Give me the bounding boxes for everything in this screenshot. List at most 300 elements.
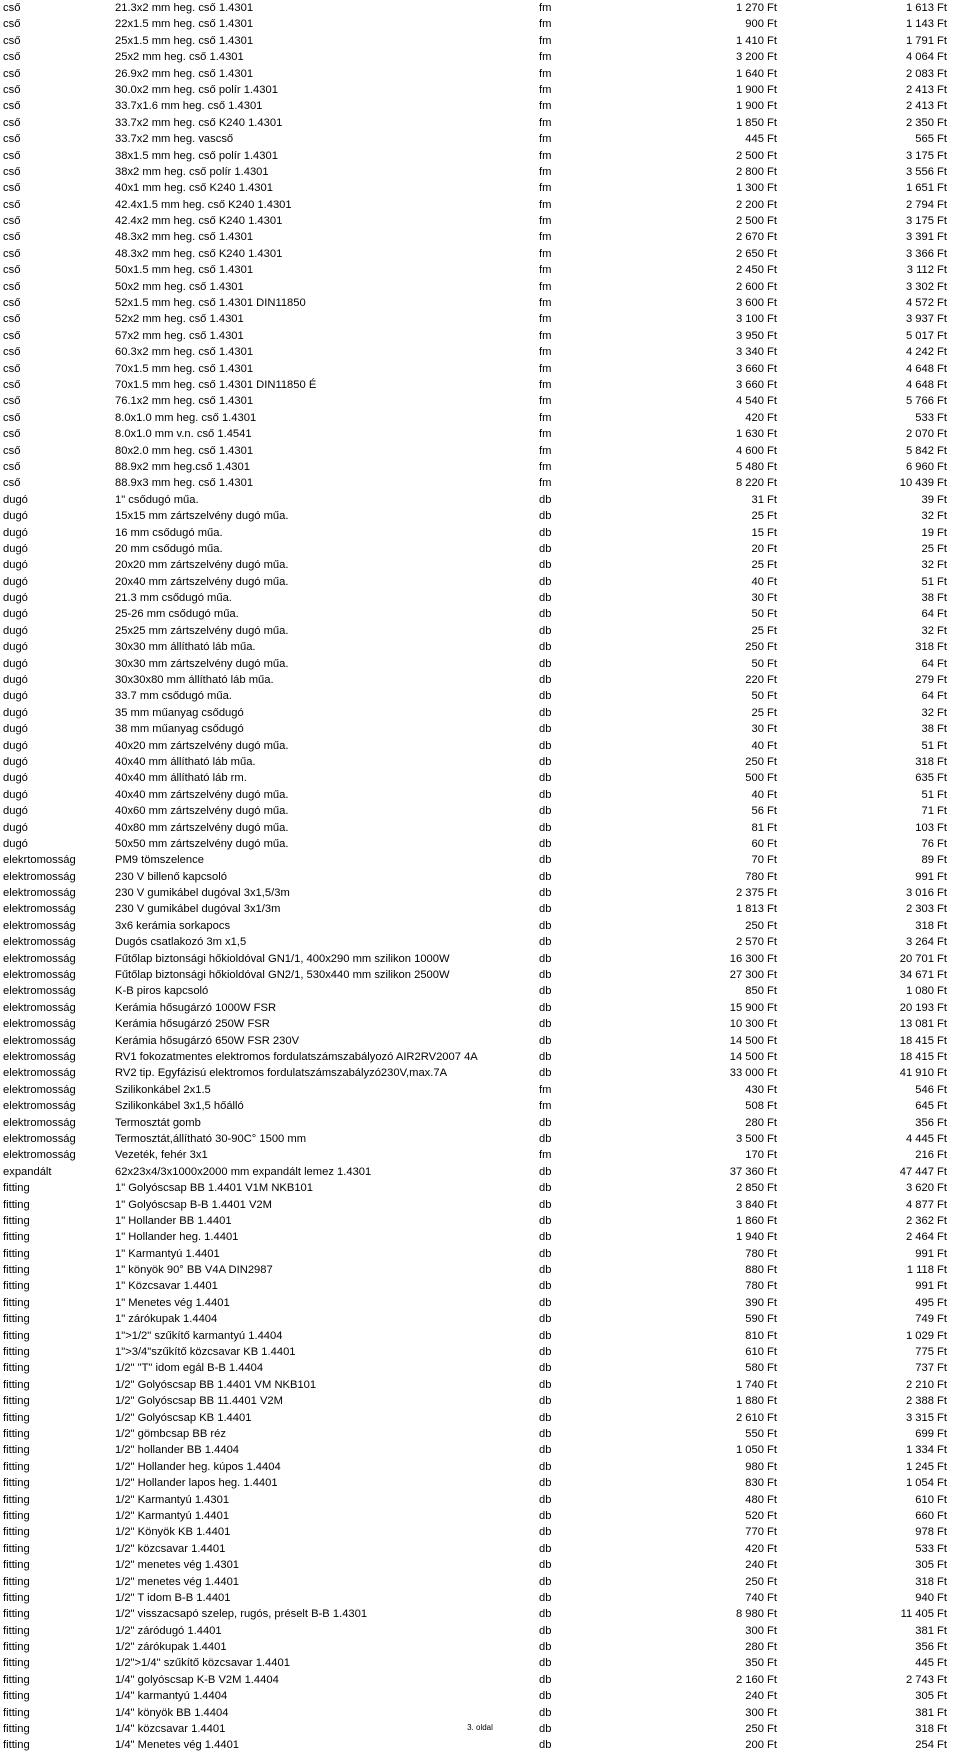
unit-cell: fm <box>539 182 552 195</box>
gross-price-cell: 64 Ft <box>921 690 947 703</box>
gross-price-cell: 381 Ft <box>915 1624 947 1637</box>
table-row <box>3 1115 947 1131</box>
table-row <box>3 459 947 475</box>
description-cell: 1" Menetes vég 1.4401 <box>115 1296 230 1309</box>
gross-price-cell: 381 Ft <box>915 1706 947 1719</box>
description-cell: 1" Hollander heg. 1.4401 <box>115 1231 239 1244</box>
net-price-cell: 81 Ft <box>751 821 777 834</box>
net-price-cell: 25 Ft <box>751 510 777 523</box>
net-price-cell: 250 Ft <box>745 755 777 768</box>
unit-cell: db <box>539 526 552 539</box>
net-price-cell: 3 340 Ft <box>735 346 777 359</box>
net-price-cell: 3 660 Ft <box>735 362 777 375</box>
unit-cell: fm <box>539 1149 552 1162</box>
table-row <box>3 836 947 852</box>
net-price-cell: 250 Ft <box>745 919 777 932</box>
gross-price-cell: 13 081 Ft <box>899 1018 947 1031</box>
gross-price-cell: 991 Ft <box>915 1280 947 1293</box>
table-row <box>3 1082 947 1098</box>
net-price-cell: 880 Ft <box>745 1264 777 1277</box>
unit-cell: db <box>539 755 552 768</box>
net-price-cell: 3 500 Ft <box>735 1132 777 1145</box>
table-row <box>3 1492 947 1508</box>
unit-cell: db <box>539 837 552 850</box>
table-row <box>3 1246 947 1262</box>
unit-cell: fm <box>539 1100 552 1113</box>
category-cell: dugó <box>3 821 28 834</box>
gross-price-cell: 4 877 Ft <box>905 1198 947 1211</box>
table-row <box>3 98 947 114</box>
category-cell: dugó <box>3 723 28 736</box>
net-price-cell: 300 Ft <box>745 1624 777 1637</box>
net-price-cell: 2 200 Ft <box>735 198 777 211</box>
description-cell: 38 mm műanyag csődugó <box>115 723 244 736</box>
gross-price-cell: 1 080 Ft <box>905 985 947 998</box>
table-row <box>3 639 947 655</box>
category-cell: fitting <box>3 1526 30 1539</box>
gross-price-cell: 103 Ft <box>915 821 947 834</box>
description-cell: 76.1x2 mm heg. cső 1.4301 <box>115 395 254 408</box>
net-price-cell: 40 Ft <box>751 788 777 801</box>
description-cell: 88.9x3 mm heg. cső 1.4301 <box>115 477 254 490</box>
category-cell: cső <box>3 18 21 31</box>
net-price-cell: 1 410 Ft <box>735 34 777 47</box>
table-row <box>3 33 947 49</box>
category-cell: fitting <box>3 1673 30 1686</box>
description-cell: 1" Karmantyú 1.4401 <box>115 1247 220 1260</box>
net-price-cell: 30 Ft <box>751 723 777 736</box>
table-row <box>3 82 947 98</box>
unit-cell: db <box>539 1673 552 1686</box>
description-cell: 1" Golyóscsap B-B 1.4401 V2M <box>115 1198 272 1211</box>
table-row <box>3 525 947 541</box>
unit-cell: db <box>539 772 552 785</box>
description-cell: 16 mm csődugó műa. <box>115 526 223 539</box>
description-cell: 33.7x2 mm heg. cső K240 1.4301 <box>115 116 283 129</box>
description-cell: Termosztát,állítható 30-90C° 1500 mm <box>115 1132 307 1145</box>
gross-price-cell: 3 264 Ft <box>905 936 947 949</box>
gross-price-cell: 18 415 Ft <box>899 1051 947 1063</box>
description-cell: 40x40 mm zártszelvény dugó műa. <box>115 788 289 801</box>
net-price-cell: 8 220 Ft <box>735 477 777 490</box>
description-cell: Fűtőlap biztonsági hőkioldóval GN2/1, 530x440 mm szilikon 2500W <box>115 969 450 982</box>
category-cell: dugó <box>3 690 28 703</box>
description-cell: 1/2" visszacsapó szelep, rugós, préselt B-B 1.4301 <box>115 1608 368 1621</box>
unit-cell: fm <box>539 395 552 408</box>
unit-cell: fm <box>539 165 552 178</box>
description-cell: 1/2" "T" idom egál B-B 1.4404 <box>115 1362 264 1375</box>
unit-cell: db <box>539 1559 552 1572</box>
net-price-cell: 1 630 Ft <box>735 428 777 441</box>
table-row <box>3 934 947 950</box>
gross-price-cell: 1 334 Ft <box>905 1444 947 1457</box>
description-cell: Szilikonkábel 3x1,5 hőálló <box>115 1100 244 1113</box>
gross-price-cell: 1 791 Ft <box>905 34 947 47</box>
gross-price-cell: 51 Ft <box>921 575 947 588</box>
category-cell: elektromosság <box>3 887 76 900</box>
description-cell: 48.3x2 mm heg. cső K240 1.4301 <box>115 247 283 260</box>
description-cell: 50x1.5 mm heg. cső 1.4301 <box>115 264 254 277</box>
description-cell: Termosztát gomb <box>115 1116 201 1129</box>
net-price-cell: 500 Ft <box>745 772 777 785</box>
unit-cell: fm <box>539 215 552 228</box>
table-row <box>3 1360 947 1376</box>
gross-price-cell: 699 Ft <box>915 1427 947 1440</box>
net-price-cell: 430 Ft <box>745 1083 777 1096</box>
category-cell: cső <box>3 83 21 96</box>
net-price-cell: 25 Ft <box>751 624 777 637</box>
page-number: 3. oldal <box>467 1723 493 1732</box>
gross-price-cell: 2 362 Ft <box>905 1214 947 1227</box>
table-row <box>3 1393 947 1409</box>
table-row <box>3 131 947 147</box>
gross-price-cell: 3 366 Ft <box>905 247 947 260</box>
net-price-cell: 3 100 Ft <box>735 313 777 326</box>
gross-price-cell: 645 Ft <box>915 1100 947 1113</box>
category-cell: fitting <box>3 1444 30 1457</box>
table-row <box>3 1606 947 1622</box>
description-cell: 26.9x2 mm heg. cső 1.4301 <box>115 67 254 80</box>
gross-price-cell: 305 Ft <box>915 1559 947 1572</box>
category-cell: elektromosság <box>3 1051 76 1063</box>
category-cell: dugó <box>3 592 28 605</box>
table-row <box>3 1426 947 1442</box>
net-price-cell: 1 813 Ft <box>735 903 777 916</box>
description-cell: 1/2" T idom B-B 1.4401 <box>115 1591 231 1604</box>
unit-cell: db <box>539 1329 552 1342</box>
net-price-cell: 610 Ft <box>745 1346 777 1359</box>
unit-cell: db <box>539 674 552 687</box>
unit-cell: db <box>539 1477 552 1490</box>
unit-cell: db <box>539 903 552 916</box>
gross-price-cell: 565 Ft <box>915 133 947 146</box>
net-price-cell: 250 Ft <box>745 1575 777 1588</box>
unit-cell: db <box>539 1575 552 1588</box>
unit-cell: db <box>539 1132 552 1145</box>
net-price-cell: 580 Ft <box>745 1362 777 1375</box>
category-cell: dugó <box>3 575 28 588</box>
category-cell: fitting <box>3 1641 30 1654</box>
description-cell: 8.0x1.0 mm v.n. cső 1.4541 <box>115 428 252 441</box>
gross-price-cell: 3 175 Ft <box>905 149 947 162</box>
description-cell: 48.3x2 mm heg. cső 1.4301 <box>115 231 254 244</box>
unit-cell: db <box>539 1427 552 1440</box>
category-cell: cső <box>3 444 21 457</box>
table-row <box>3 1098 947 1114</box>
table-row <box>3 754 947 770</box>
unit-cell: db <box>539 1165 552 1178</box>
unit-cell: db <box>539 1460 552 1473</box>
table-row <box>3 787 947 803</box>
description-cell: Kerámia hősugárzó 650W FSR 230V <box>115 1034 300 1047</box>
description-cell: PM9 tömszelence <box>115 854 204 867</box>
description-cell: 35 mm műanyag csődugó <box>115 706 244 719</box>
unit-cell: db <box>539 559 552 572</box>
category-cell: cső <box>3 149 21 162</box>
unit-cell: db <box>539 985 552 998</box>
table-row <box>3 557 947 573</box>
net-price-cell: 390 Ft <box>745 1296 777 1309</box>
unit-cell: fm <box>539 280 552 293</box>
unit-cell: db <box>539 1214 552 1227</box>
table-row <box>3 361 947 377</box>
unit-cell: db <box>539 1542 552 1555</box>
gross-price-cell: 2 303 Ft <box>905 903 947 916</box>
net-price-cell: 780 Ft <box>745 870 777 883</box>
gross-price-cell: 1 118 Ft <box>906 1264 947 1277</box>
table-row <box>3 1442 947 1458</box>
net-price-cell: 27 300 Ft <box>729 969 777 982</box>
gross-price-cell: 533 Ft <box>915 411 947 424</box>
gross-price-cell: 1 613 Ft <box>905 2 947 14</box>
gross-price-cell: 318 Ft <box>915 641 947 654</box>
table-row <box>3 344 947 360</box>
net-price-cell: 15 900 Ft <box>729 1001 777 1014</box>
gross-price-cell: 76 Ft <box>921 837 947 850</box>
gross-price-cell: 3 112 Ft <box>906 264 947 277</box>
category-cell: dugó <box>3 493 28 506</box>
gross-price-cell: 71 Ft <box>921 805 947 818</box>
description-cell: 8.0x1.0 mm heg. cső 1.4301 <box>115 411 257 424</box>
category-cell: elektromosság <box>3 936 76 949</box>
gross-price-cell: 1 054 Ft <box>905 1477 947 1490</box>
category-cell: fitting <box>3 1575 30 1588</box>
net-price-cell: 2 800 Ft <box>735 165 777 178</box>
unit-cell: fm <box>539 444 552 457</box>
unit-cell: fm <box>539 116 552 129</box>
category-cell: dugó <box>3 837 28 850</box>
category-cell: elektromosság <box>3 952 76 965</box>
category-cell: fitting <box>3 1313 30 1326</box>
description-cell: 20x20 mm zártszelvény dugó műa. <box>115 559 289 572</box>
net-price-cell: 70 Ft <box>751 854 777 867</box>
table-row <box>3 1295 947 1311</box>
table-row <box>3 66 947 82</box>
description-cell: 1/2" Karmantyú 1.4401 <box>115 1509 230 1522</box>
description-cell: 52x2 mm heg. cső 1.4301 <box>115 313 244 326</box>
unit-cell: db <box>539 1182 552 1195</box>
description-cell: 52x1.5 mm heg. cső 1.4301 DIN11850 <box>115 297 306 310</box>
gross-price-cell: 51 Ft <box>921 788 947 801</box>
net-price-cell: 1 900 Ft <box>735 83 777 96</box>
category-cell: cső <box>3 428 21 441</box>
unit-cell: fm <box>539 133 552 146</box>
unit-cell: fm <box>539 477 552 490</box>
table-row <box>3 180 947 196</box>
gross-price-cell: 737 Ft <box>915 1362 947 1375</box>
net-price-cell: 1 300 Ft <box>735 182 777 195</box>
table-row <box>3 49 947 65</box>
unit-cell: db <box>539 657 552 670</box>
category-cell: fitting <box>3 1477 30 1490</box>
gross-price-cell: 1 029 Ft <box>905 1329 947 1342</box>
description-cell: 38x2 mm heg. cső polír 1.4301 <box>115 165 269 178</box>
unit-cell: db <box>539 1280 552 1293</box>
gross-price-cell: 279 Ft <box>915 674 947 687</box>
unit-cell: db <box>539 493 552 506</box>
description-cell: 30.0x2 mm heg. cső polír 1.4301 <box>115 83 278 96</box>
table-row <box>3 410 947 426</box>
description-cell: 1/2" hollander BB 1.4404 <box>115 1444 240 1457</box>
net-price-cell: 1 880 Ft <box>735 1395 777 1408</box>
table-row <box>3 1197 947 1213</box>
gross-price-cell: 2 464 Ft <box>905 1231 947 1244</box>
net-price-cell: 300 Ft <box>745 1706 777 1719</box>
unit-cell: fm <box>539 264 552 277</box>
net-price-cell: 280 Ft <box>745 1641 777 1654</box>
description-cell: 1" Közcsavar 1.4401 <box>115 1280 218 1293</box>
category-cell: cső <box>3 34 21 47</box>
net-price-cell: 240 Ft <box>745 1690 777 1703</box>
net-price-cell: 2 650 Ft <box>735 247 777 260</box>
table-row <box>3 738 947 754</box>
category-cell: cső <box>3 460 21 473</box>
description-cell: 70x1.5 mm heg. cső 1.4301 <box>115 362 254 375</box>
description-cell: 40x40 mm állítható láb műa. <box>115 755 256 768</box>
gross-price-cell: 3 315 Ft <box>905 1411 947 1424</box>
net-price-cell: 590 Ft <box>745 1313 777 1326</box>
gross-price-cell: 6 960 Ft <box>905 460 947 473</box>
gross-price-cell: 38 Ft <box>921 723 947 736</box>
table-row <box>3 16 947 32</box>
gross-price-cell: 3 016 Ft <box>905 887 947 900</box>
net-price-cell: 2 160 Ft <box>735 1673 777 1686</box>
net-price-cell: 31 Ft <box>751 493 777 506</box>
net-price-cell: 2 600 Ft <box>735 280 777 293</box>
table-row <box>3 1459 947 1475</box>
net-price-cell: 3 840 Ft <box>735 1198 777 1211</box>
net-price-cell: 40 Ft <box>751 575 777 588</box>
unit-cell: db <box>539 1231 552 1244</box>
category-cell: fitting <box>3 1280 30 1293</box>
table-row <box>3 1639 947 1655</box>
table-row <box>3 541 947 557</box>
net-price-cell: 200 Ft <box>745 1739 777 1752</box>
unit-cell: db <box>539 1690 552 1703</box>
description-cell: 33.7x2 mm heg. vascső <box>115 133 234 146</box>
net-price-cell: 14 500 Ft <box>729 1051 777 1063</box>
net-price-cell: 2 850 Ft <box>735 1182 777 1195</box>
net-price-cell: 1 850 Ft <box>735 116 777 129</box>
description-cell: 20 mm csődugó műa. <box>115 542 223 555</box>
table-row <box>3 967 947 983</box>
gross-price-cell: 20 701 Ft <box>899 952 947 965</box>
description-cell: 70x1.5 mm heg. cső 1.4301 DIN11850 É <box>115 378 317 391</box>
category-cell: fitting <box>3 1198 30 1211</box>
gross-price-cell: 4 648 Ft <box>905 362 947 375</box>
description-cell: 1/4" közcsavar 1.4401 <box>115 1723 226 1736</box>
gross-price-cell: 32 Ft <box>921 624 947 637</box>
description-cell: Kerámia hősugárzó 250W FSR <box>115 1018 270 1031</box>
price-list-table <box>3 0 947 1754</box>
net-price-cell: 2 500 Ft <box>735 149 777 162</box>
description-cell: 33.7x1.6 mm heg. cső 1.4301 <box>115 100 263 113</box>
unit-cell: db <box>539 854 552 867</box>
description-cell: 1">1/2" szűkítő karmantyú 1.4404 <box>115 1329 283 1342</box>
unit-cell: db <box>539 1198 552 1211</box>
table-row <box>3 164 947 180</box>
unit-cell: db <box>539 919 552 932</box>
description-cell: 57x2 mm heg. cső 1.4301 <box>115 329 244 342</box>
category-cell: fitting <box>3 1182 30 1195</box>
description-cell: 21.3x2 mm heg. cső 1.4301 <box>115 2 254 14</box>
category-cell: fitting <box>3 1723 30 1736</box>
description-cell: 1" csődugó műa. <box>115 493 199 506</box>
net-price-cell: 50 Ft <box>751 608 777 621</box>
net-price-cell: 50 Ft <box>751 657 777 670</box>
unit-cell: db <box>539 641 552 654</box>
category-cell: cső <box>3 116 21 129</box>
table-row <box>3 688 947 704</box>
description-cell: 22x1.5 mm heg. cső 1.4301 <box>115 18 254 31</box>
description-cell: 1/2" menetes vég 1.4301 <box>115 1559 240 1572</box>
gross-price-cell: 318 Ft <box>915 755 947 768</box>
category-cell: cső <box>3 280 21 293</box>
table-row <box>3 197 947 213</box>
gross-price-cell: 41 910 Ft <box>899 1067 947 1080</box>
gross-price-cell: 39 Ft <box>921 493 947 506</box>
category-cell: fitting <box>3 1247 30 1260</box>
unit-cell: db <box>539 1264 552 1277</box>
unit-cell: db <box>539 706 552 719</box>
unit-cell: fm <box>539 149 552 162</box>
description-cell: 30x30 mm zártszelvény dugó műa. <box>115 657 289 670</box>
gross-price-cell: 19 Ft <box>921 526 947 539</box>
net-price-cell: 3 600 Ft <box>735 297 777 310</box>
description-cell: 88.9x2 mm heg.cső 1.4301 <box>115 460 250 473</box>
net-price-cell: 1 640 Ft <box>735 67 777 80</box>
category-cell: cső <box>3 329 21 342</box>
description-cell: K-B piros kapcsoló <box>115 985 209 998</box>
table-row <box>3 1377 947 1393</box>
table-row <box>3 0 947 16</box>
net-price-cell: 33 000 Ft <box>729 1067 777 1080</box>
category-cell: cső <box>3 2 21 14</box>
category-cell: elektromosság <box>3 1001 76 1014</box>
category-cell: dugó <box>3 526 28 539</box>
category-cell: dugó <box>3 657 28 670</box>
table-row <box>3 295 947 311</box>
table-row <box>3 1557 947 1573</box>
unit-cell: fm <box>539 313 552 326</box>
gross-price-cell: 635 Ft <box>915 772 947 785</box>
unit-cell: fm <box>539 67 552 80</box>
gross-price-cell: 749 Ft <box>915 1313 947 1326</box>
category-cell: elekrtomosság <box>3 854 76 867</box>
gross-price-cell: 1 651 Ft <box>905 182 947 195</box>
table-row <box>3 1311 947 1327</box>
gross-price-cell: 2 388 Ft <box>905 1395 947 1408</box>
category-cell: cső <box>3 165 21 178</box>
net-price-cell: 37 360 Ft <box>729 1165 777 1178</box>
gross-price-cell: 32 Ft <box>921 559 947 572</box>
table-row <box>3 115 947 131</box>
unit-cell: db <box>539 1706 552 1719</box>
category-cell: elektromosság <box>3 1034 76 1047</box>
net-price-cell: 1 050 Ft <box>735 1444 777 1457</box>
net-price-cell: 40 Ft <box>751 739 777 752</box>
description-cell: Vezeték, fehér 3x1 <box>115 1149 208 1162</box>
table-row <box>3 705 947 721</box>
unit-cell: db <box>539 510 552 523</box>
gross-price-cell: 318 Ft <box>915 1723 947 1736</box>
category-cell: dugó <box>3 559 28 572</box>
unit-cell: db <box>539 1591 552 1604</box>
description-cell: Dugós csatlakozó 3m x1,5 <box>115 936 247 949</box>
net-price-cell: 2 450 Ft <box>735 264 777 277</box>
table-row <box>3 1705 947 1721</box>
table-row <box>3 377 947 393</box>
